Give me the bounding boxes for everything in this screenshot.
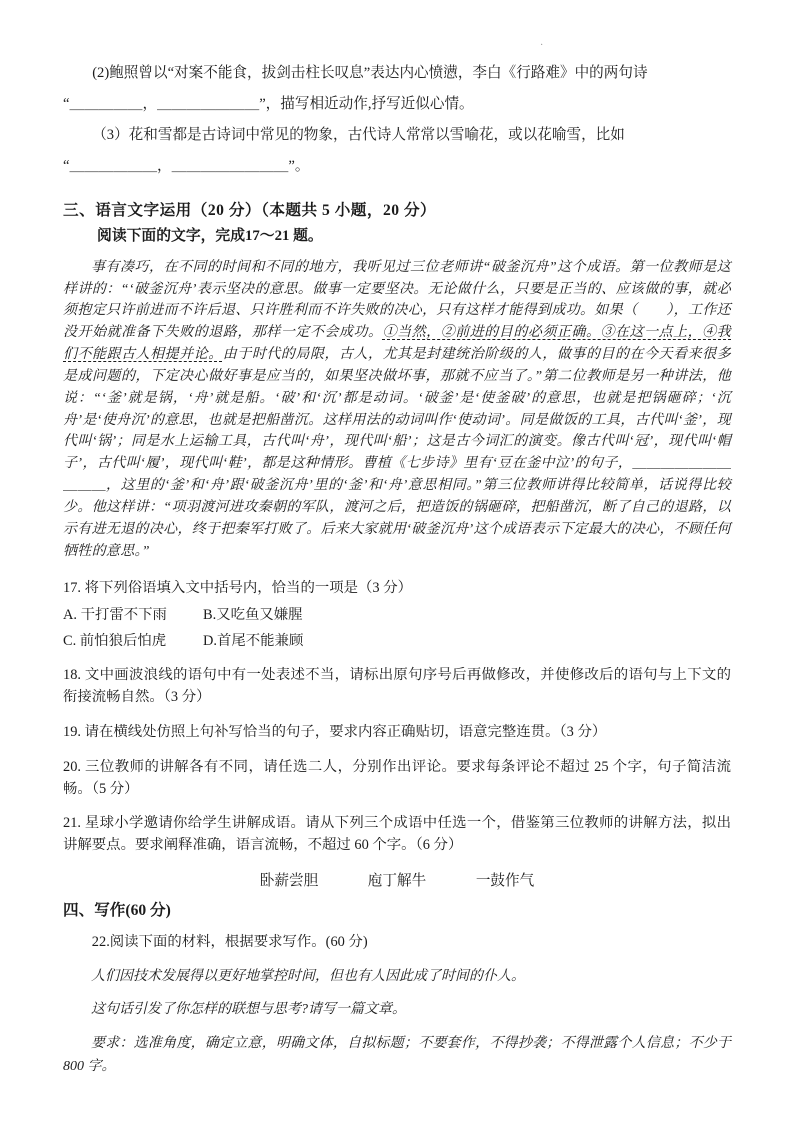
passage-part-1: 事有凑巧，在不同的时间和不同的地方，我听见过三位老师讲“破釜沉舟”这个成语。第一位教师是这样讲的：“‘破釜沉舟’表示坚决的意思。做事一定要坚决。无论做什么，只要是正当的、应该做的事，就必须抱定只许前进而不许后退、只许胜利而不许失败的决心，只有这样才能得到成功。如果（ ），工作还没开始就准备下失败的退路，那样一定不会成功。 [63, 259, 731, 341]
idiom-1: 卧薪尝胆 [259, 873, 319, 890]
passage-part-2: 由于时代的局限，古人，尤其是封建统治阶级的人，做事的目的在今天看来很多是成问题的，下定决心做好事是应当的，如果坚决做坏事，那就不应当了。”第二位教师是另一种讲法，他说：“‘釜’就是锅，‘舟’就是船。‘破’和‘沉’都是动词。‘破釜’是‘使釜破’的意思，也就是把锅砸碎；‘沉舟’是‘使舟沉’的意思，也就是把船凿沉。这样用法的动词叫作‘使动词’。同是做饭的工具，古代叫‘釜’，现代叫‘锅’；同是水上运输工具，古代叫‘舟’，现代叫‘船’；这是古今词汇的演变。像古代叫‘冠’，现代叫‘帽子’，古代叫‘履’，现代叫‘鞋’，都是这种情形。曹植《七步诗》里有‘豆在釜中泣’的句子， [63, 347, 731, 472]
questions-section [63, 578, 731, 890]
question-2-answer-blanks: “＿＿＿＿＿，＿＿＿＿＿＿＿”，描写相近动作,抒写近似心情。 [63, 95, 474, 112]
passage-wavy-underlined-sentences: ①当然，②前进的目的必须正确。③在这一点上，④我们不能跟古人相提并论。 [63, 325, 731, 363]
question-3-answer-blanks: “＿＿＿＿＿＿，＿＿＿＿＿＿＿＿”。 [63, 157, 310, 174]
question-17-options-row-1 [63, 605, 731, 626]
passage-part-3: ，这里的‘釜’和‘舟’跟‘破釜沉舟’里的‘釜’和‘舟’意思相同。”第三位教师讲得比较简单，话说得比较少。他这样讲：“项羽渡河进攻秦朝的军队，渡河之后，把造饭的锅砸碎，把船凿沉，断了自己的退路，以示有进无退的决心，终于把秦军打败了。后来大家就用‘破釜沉舟’这个成语表示下定最大的决心，不顾任何牺牲的意思。” [63, 478, 731, 559]
essay-prompt-sentence: 这句话引发了你怎样的联想与思考?请写一篇文章。 [91, 1002, 406, 1018]
fill-in-section [63, 58, 731, 182]
writing-section [63, 931, 731, 1078]
option-b: B.又吃鱼又嫌腥 [203, 607, 303, 624]
idiom-choices [63, 869, 731, 890]
section-3-title: 三、语言文字运用（20 分）（本题共 5 小题，20 分） [63, 201, 437, 219]
reading-passage [63, 257, 731, 563]
essay-material-sentence: 人们因技术发展得以更好地掌控时间，但也有人因此成了时间的仆人。 [91, 968, 525, 984]
question-22: 22.阅读下面的材料，根据要求写作。(60 分) [91, 934, 368, 951]
question-3-text: （3）花和雪都是古诗词中常见的物象，古代诗人常常以雪喻花，或以花喻雪，比如 [92, 126, 625, 143]
passage-answer-blank: ＿＿＿＿＿＿＿＿＿＿ [63, 456, 731, 494]
question-17-options-row-2 [63, 631, 731, 652]
option-a: A. 干打雷不下雨 [63, 607, 167, 624]
question-2-text: (2)鲍照曾以“对案不能食，拔剑击柱长叹息”表达内心愤懑，李白《行路难》中的两句诗 [92, 65, 648, 81]
idiom-3: 一鼓作气 [475, 873, 535, 890]
section-4-title: 四、写作(60 分) [63, 902, 171, 920]
question-19: 19. 请在横线处仿照上句补写恰当的句子，要求内容正确贴切，语意完整连贯。（3 分） [63, 723, 607, 740]
option-d: D.首尾不能兼顾 [203, 633, 304, 650]
page-speck: · [540, 40, 544, 51]
section-3-instruction: 阅读下面的文字，完成17～21 题。 [97, 227, 323, 244]
question-17: 17. 将下列俗语填入文中括号内，恰当的一项是（3 分） [63, 580, 412, 597]
question-21: 21. 星球小学邀请你给学生讲解成语。请从下列三个成语中任选一个，借鉴第三位教师的讲解方法，拟出讲解要点。要求阐释准确，语言流畅，不超过 60 个字。（6 分） [63, 815, 731, 854]
question-18: 18. 文中画波浪线的语句中有一处表述不当，请标出原句序号后再做修改，并使修改后的语句与上下文的衔接流畅自然。（3 分） [63, 666, 731, 705]
question-20: 20. 三位教师的讲解各有不同，请任选二人，分别作出评论。要求每条评论不超过 25 个字，句子简洁流畅。（5 分） [63, 758, 731, 797]
option-c: C. 前怕狼后怕虎 [63, 633, 167, 650]
idiom-2: 庖丁解牛 [367, 873, 427, 890]
essay-requirements: 要求：选准角度，确定立意，明确文体，自拟标题；不要套作，不得抄袭；不得泄露个人信息；不少于 800 字。 [63, 1035, 731, 1074]
